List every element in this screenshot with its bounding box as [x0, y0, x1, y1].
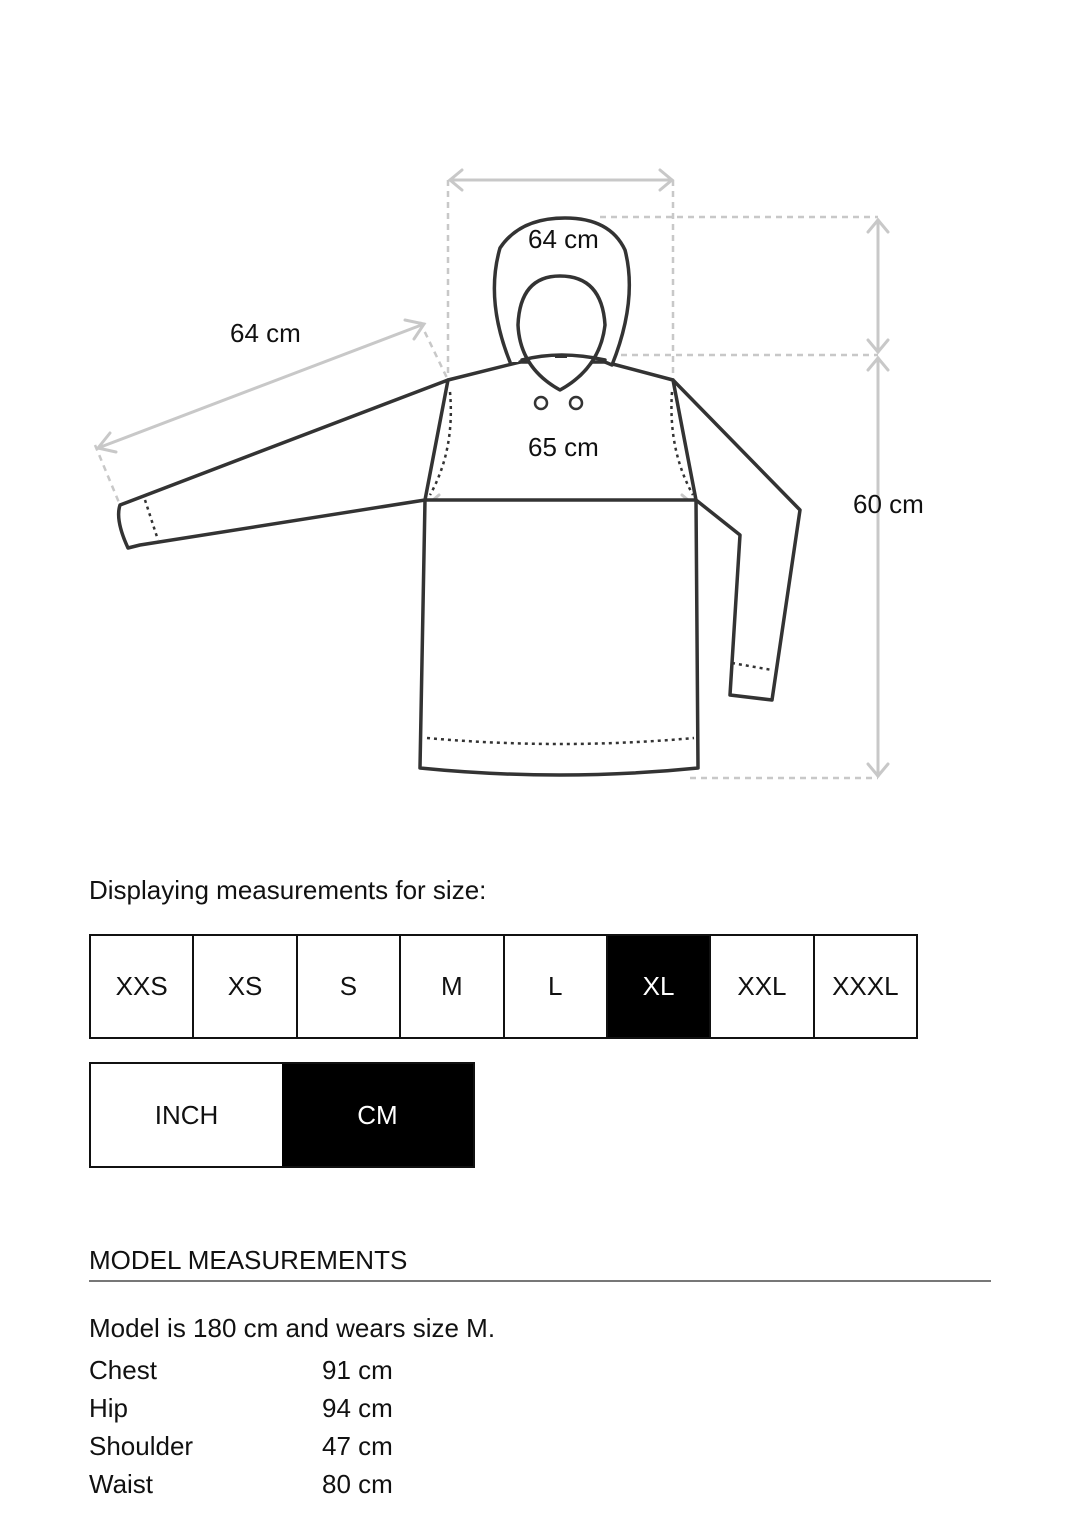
size-button-xl[interactable]: XL — [608, 936, 711, 1037]
measurement-row-chest — [89, 1351, 393, 1389]
measurement-row-hip — [89, 1389, 393, 1427]
size-button-s[interactable]: S — [298, 936, 401, 1037]
measurement-label: Waist — [89, 1468, 154, 1499]
sleeve-length-label: 64 cm — [230, 318, 301, 348]
measurement-label: Chest — [89, 1354, 157, 1385]
size-button-xs[interactable]: XS — [194, 936, 297, 1037]
measurement-value: 91 cm — [322, 1354, 393, 1385]
size-button-xxl[interactable]: XXL — [711, 936, 814, 1037]
model-summary: Model is 180 cm and wears size M. — [89, 1313, 496, 1343]
measurement-row-waist — [89, 1465, 393, 1503]
unit-toggle — [89, 1062, 475, 1168]
size-selector — [89, 934, 918, 1039]
chest-width-label: 65 cm — [528, 432, 599, 462]
measurement-value: 47 cm — [322, 1430, 393, 1461]
model-measurements-table — [89, 1351, 393, 1503]
label-tag — [555, 354, 567, 358]
size-button-xxxl[interactable]: XXXL — [815, 936, 916, 1037]
hoodie-outline — [119, 218, 800, 775]
measurement-label: Shoulder — [89, 1430, 194, 1461]
size-button-l[interactable]: L — [505, 936, 608, 1037]
measurement-value: 80 cm — [322, 1468, 393, 1499]
model-measurements-title: MODEL MEASUREMENTS — [89, 1245, 991, 1282]
drawcord-eyelets — [535, 397, 582, 409]
unit-button-cm[interactable]: CM — [282, 1064, 473, 1166]
unit-button-inch[interactable]: INCH — [91, 1064, 282, 1166]
measurement-value: 94 cm — [322, 1392, 393, 1423]
hood-width-label: 64 cm — [528, 224, 599, 254]
measurement-label: Hip — [89, 1392, 129, 1423]
measurement-row-shoulder — [89, 1427, 393, 1465]
size-button-xxs[interactable]: XXS — [91, 936, 194, 1037]
size-button-m[interactable]: M — [401, 936, 504, 1037]
body-length-label: 60 cm — [853, 489, 924, 519]
size-prompt: Displaying measurements for size: — [89, 875, 487, 905]
